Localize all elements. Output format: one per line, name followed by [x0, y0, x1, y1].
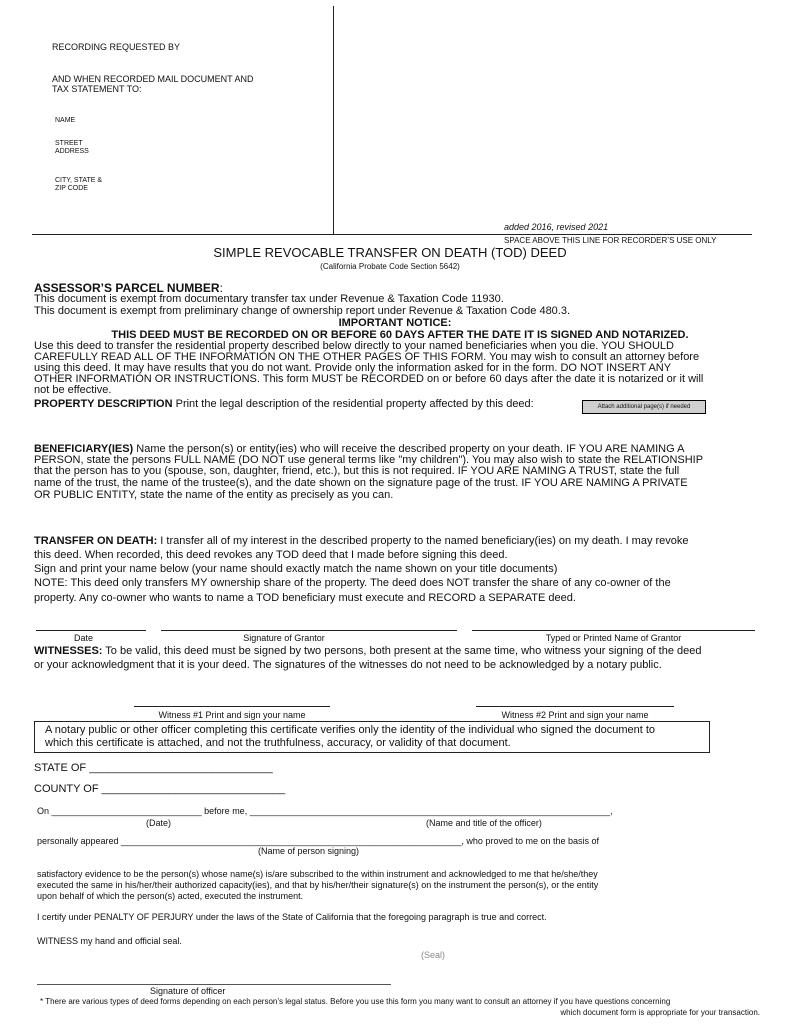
beneficiary-text: Name the person(s) or entity(ies) who will receive the described property on your death. IF YOU ARE NAMING A	[133, 443, 685, 455]
deed-subtitle: (California Probate Code Section 5642)	[320, 262, 460, 271]
notary-on-date-line[interactable]: On ______________________________ before me, ________________________________________________________________________,	[37, 806, 613, 816]
grantor-name-line[interactable]	[472, 630, 755, 631]
property-description-row	[34, 399, 534, 411]
recorder-divider-horizontal	[32, 234, 752, 235]
beneficiary-line: name of the trust, the name of the trustee(s), and the date shown on the signature page of the trust. IF YOU ARE NAMING A PRIVATE	[34, 477, 688, 489]
grantor-name-caption: Typed or Printed Name of Grantor	[545, 633, 682, 643]
notary-disclaimer-line2: which this certificate is attached, and not the truthfulness, accuracy, or validity of that document.	[45, 737, 511, 749]
witnesses-label: WITNESSES:	[34, 645, 103, 657]
evidence-line: upon behalf of which the person(s) acted, executed the instrument.	[37, 891, 304, 901]
notice-line: not be effective.	[34, 384, 112, 396]
beneficiary-line: OR PUBLIC ENTITY, state the name of the entity as precisely as you can.	[34, 489, 394, 501]
witness2-caption: Witness #2 Print and sign your name	[501, 710, 649, 720]
important-notice-heading: IMPORTANT NOTICE:	[338, 317, 452, 329]
officer-signature-line[interactable]	[37, 984, 391, 985]
transfer-line: property. Any co-owner who wants to name a TOD beneficiary must execute and RECORD a SEPARATE deed.	[34, 592, 576, 604]
evidence-line: executed the same in his/her/their authorized capacity(ies), and that by his/her/their signature(s) on the instrument the person(s), or the entity	[37, 880, 599, 890]
street-label-line2: ADDRESS	[55, 148, 89, 155]
witness2-signature-line[interactable]	[476, 706, 674, 707]
transfer-line-first	[34, 536, 689, 548]
property-description-label: PROPERTY DESCRIPTION	[34, 398, 173, 410]
transfer-label: TRANSFER ON DEATH:	[34, 535, 158, 547]
notice-line: using this deed. It may have results that you do not want. Provide only the information asked for in the form. DO NOT INSERT ANY	[34, 362, 672, 374]
must-record-notice: THIS DEED MUST BE RECORDED ON OR BEFORE 60 DAYS AFTER THE DATE IT IS SIGNED AND NOTARIZED.	[111, 329, 689, 341]
recorder-space-label: SPACE ABOVE THIS LINE FOR RECORDER’S USE ONLY	[504, 236, 717, 245]
notary-disclaimer-box	[34, 721, 710, 753]
personally-appeared-line[interactable]: personally appeared ____________________________________________________________________, who proved to me on the basis of	[37, 836, 600, 846]
transfer-line: Sign and print your name below (your name should exactly match the name shown on your title documents)	[34, 563, 558, 575]
transfer-text: I transfer all of my interest in the described property to the named beneficiary(ies) on my death. I may revoke	[157, 535, 689, 547]
recording-requested-label: RECORDING REQUESTED BY	[52, 42, 181, 52]
witness1-signature-line[interactable]	[134, 706, 330, 707]
exempt-change-ownership: This document is exempt from preliminary change of ownership report under Revenue & Taxation Code 480.3.	[34, 305, 571, 317]
evidence-line: satisfactory evidence to be the person(s) whose name(s) is/are subscribed to the within instrument and acknowledged to me that he/she/they	[37, 869, 598, 879]
perjury-statement: I certify under PENALTY OF PERJURY under the laws of the State of California that the foregoing paragraph is true and correct.	[37, 912, 547, 922]
date-field-caption: (Date)	[146, 818, 172, 828]
notice-line: Use this deed to transfer the residential property described below directly to your named beneficiaries when you die. YOU SHOULD	[34, 340, 674, 352]
mail-to-line1: AND WHEN RECORDED MAIL DOCUMENT AND	[52, 74, 254, 84]
notice-line: CAREFULLY READ ALL OF THE INFORMATION ON THE OTHER PAGES OF THIS FORM. You may wish to consult an attorney before	[34, 351, 700, 363]
witness1-caption: Witness #1 Print and sign your name	[158, 710, 306, 720]
grantor-signature-line[interactable]	[161, 630, 457, 631]
witnesses-line: or your acknowledgment that it is your deed. The signatures of the witnesses do not need to be acknowledged by a notary public.	[34, 659, 662, 671]
property-description-text: Print the legal description of the residential property affected by this deed:	[172, 398, 534, 410]
revision-note: added 2016, revised 2021	[504, 222, 609, 232]
person-signing-caption: (Name of person signing)	[258, 846, 360, 856]
state-of-field[interactable]: STATE OF ______________________________	[34, 762, 273, 774]
street-label-line1: STREET	[55, 140, 83, 147]
mail-to-line2: TAX STATEMENT TO:	[52, 84, 142, 94]
exempt-transfer-tax: This document is exempt from documentary transfer tax under Revenue & Taxation Code 11930.	[34, 293, 504, 305]
city-label-line1: CITY, STATE &	[55, 177, 103, 184]
beneficiary-line: that the person has to you (spouse, son, daughter, friend, etc.), but this is not required. IF YOU ARE NAMING A TRUST, state the full	[34, 465, 680, 477]
parcel-number-label: ASSESSOR’S PARCEL NUMBER	[34, 281, 220, 295]
city-label-line2: ZIP CODE	[55, 185, 88, 192]
transfer-line: NOTE: This deed only transfers MY ownership share of the property. The deed does NOT transfer the share of any co-owner of the	[34, 577, 671, 589]
notary-disclaimer-line1: A notary public or other officer completing this certificate verifies only the identity of the individual who signed the document to	[45, 724, 656, 736]
header-divider-vertical	[333, 6, 334, 234]
witness-hand-statement: WITNESS my hand and official seal.	[37, 936, 182, 946]
date-signature-line[interactable]	[36, 630, 146, 631]
beneficiary-line: PERSON, state the persons FULL NAME (DO NOT use general terms like "my children"). You may also wish to state the RELATIONSHIP	[34, 454, 704, 466]
footer-note-line2: which document form is appropriate for your transaction.	[560, 1008, 760, 1017]
beneficiary-label: BENEFICIARY(IES)	[34, 443, 134, 455]
notice-line: OTHER INFORMATION OR INSTRUCTIONS. This form MUST be RECORDED on or before 60 days after the date it is notarized or it will	[34, 373, 704, 385]
footer-note-line1: * There are various types of deed forms depending on each person’s legal status. Before you use this form you many want to consult an attorney if you have questions concerning	[40, 997, 671, 1006]
attach-pages-button[interactable]: Attach additional page(s) if needed	[582, 400, 706, 414]
transfer-line: this deed. When recorded, this deed revokes any TOD deed that I made before signing this deed.	[34, 549, 508, 561]
grantor-signature-caption: Signature of Grantor	[243, 633, 325, 643]
date-caption: Date	[73, 633, 93, 643]
deed-title: SIMPLE REVOCABLE TRANSFER ON DEATH (TOD) DEED	[213, 245, 567, 260]
name-label: NAME	[55, 117, 76, 124]
parcel-number-colon: :	[219, 281, 223, 295]
county-of-field[interactable]: COUNTY OF ______________________________	[34, 783, 286, 795]
witnesses-line-first	[34, 646, 702, 658]
seal-placeholder: (Seal)	[421, 950, 446, 960]
witnesses-text: To be valid, this deed must be signed by two persons, both present at the same time, who witness your signing of the deed	[102, 645, 702, 657]
officer-name-caption: (Name and title of the officer)	[426, 818, 542, 828]
officer-signature-caption: Signature of officer	[150, 986, 226, 996]
